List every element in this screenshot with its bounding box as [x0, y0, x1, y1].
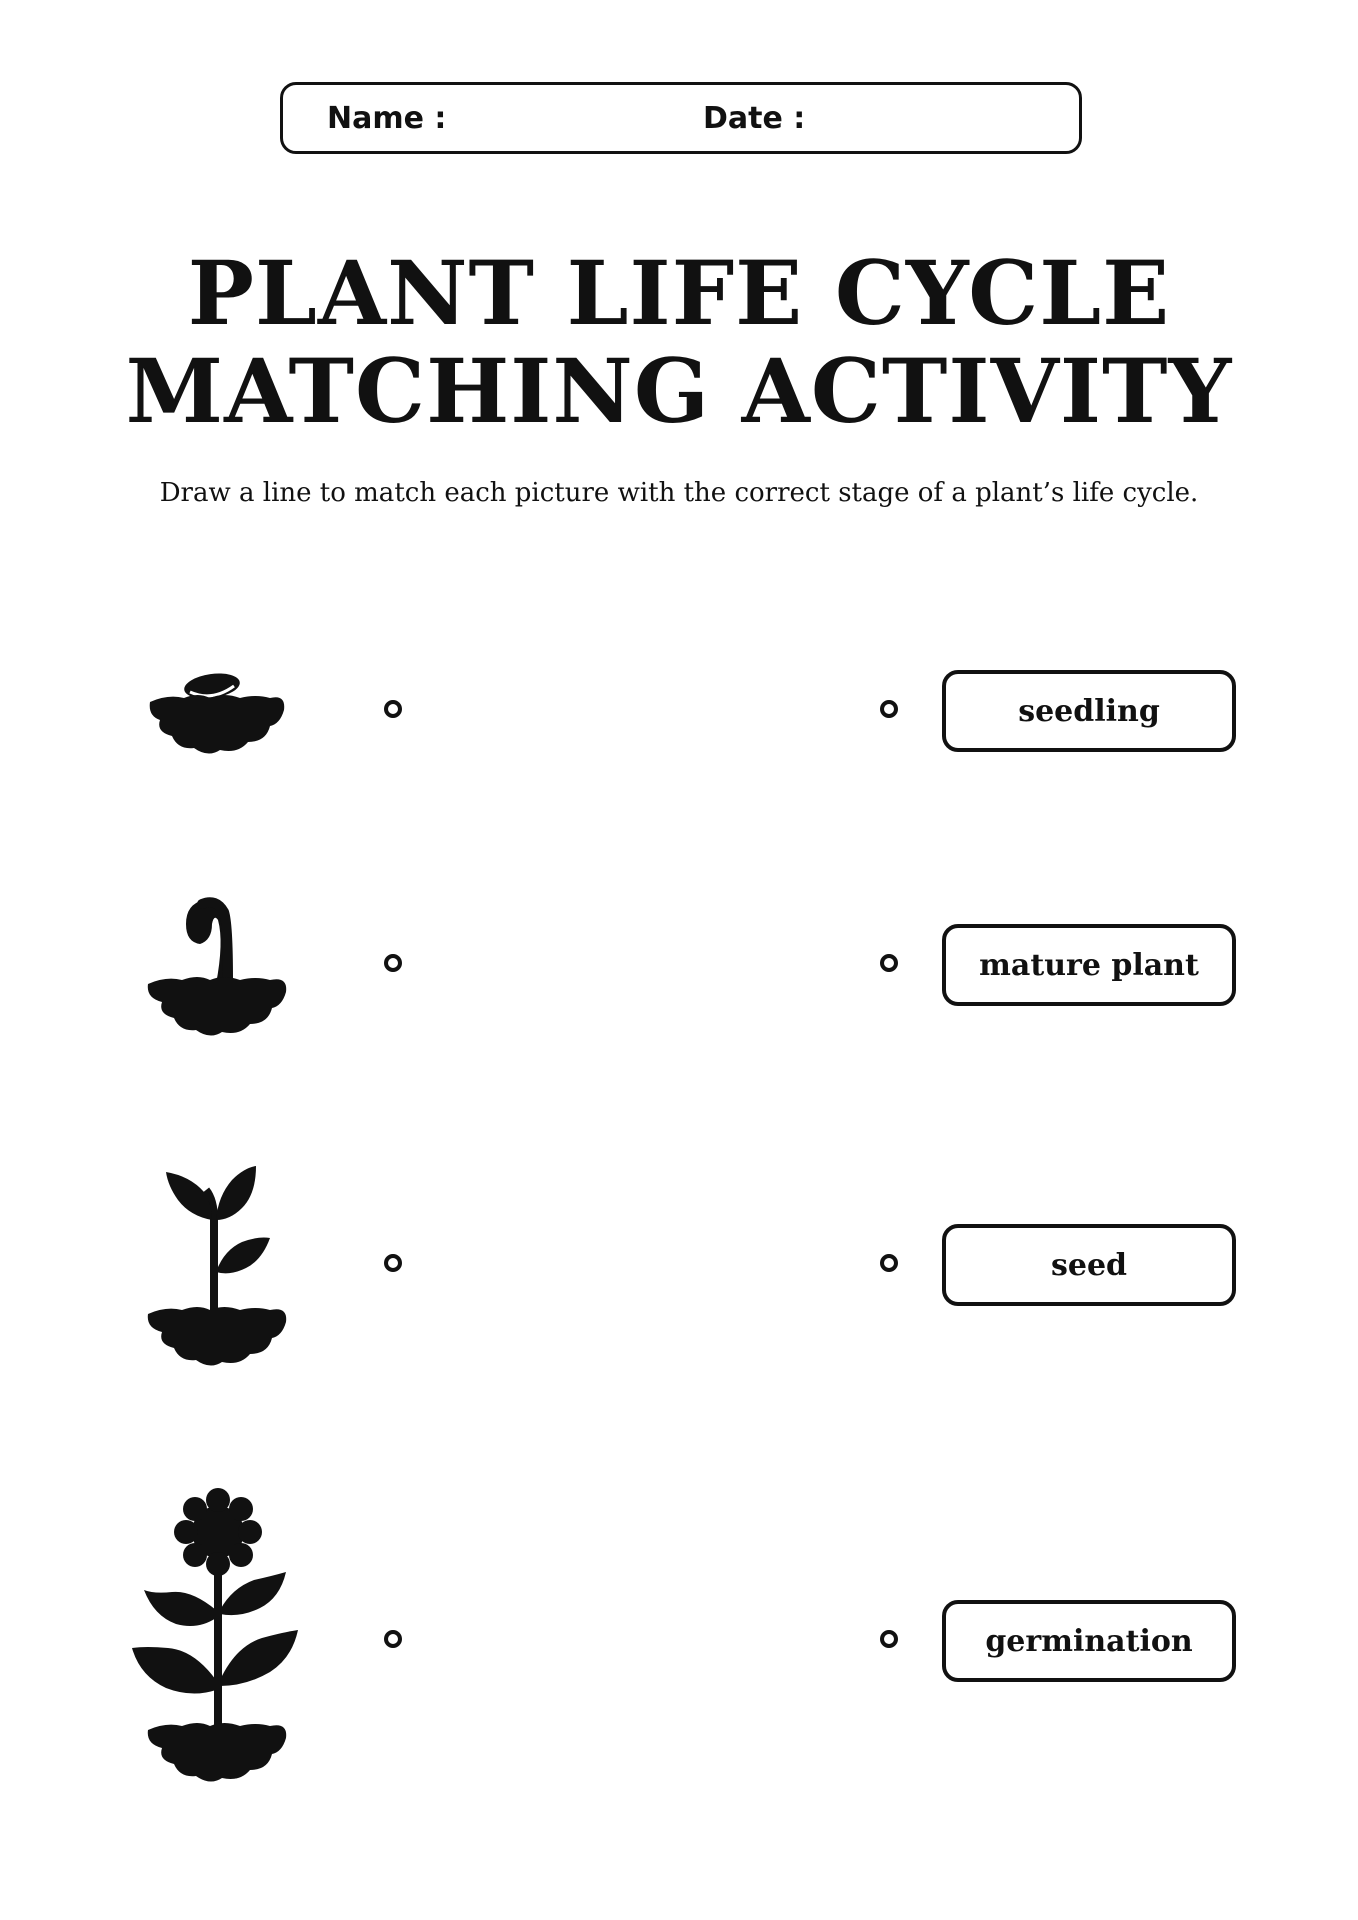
- label-mature-plant: mature plant: [942, 924, 1236, 1006]
- name-date-box: [280, 82, 1082, 154]
- label-germination: germination: [942, 1600, 1236, 1682]
- germinating-sprout-icon: [120, 880, 320, 1050]
- instructions: Draw a line to match each picture with the correct stage of a plant’s life cycle.: [159, 478, 1199, 508]
- left-dot-2[interactable]: [384, 954, 402, 972]
- right-dot-2[interactable]: [880, 954, 898, 972]
- seedling-with-leaves-icon: [120, 1150, 320, 1375]
- right-dot-3[interactable]: [880, 1254, 898, 1272]
- seed-in-soil-icon: [120, 650, 320, 760]
- left-dot-1[interactable]: [384, 700, 402, 718]
- flowering-plant-icon: [120, 1480, 320, 1790]
- left-dot-3[interactable]: [384, 1254, 402, 1272]
- title-line-1: PLANT LIFE CYCLE: [187, 241, 1171, 345]
- left-dot-4[interactable]: [384, 1630, 402, 1648]
- title-line-2: MATCHING ACTIVITY: [125, 339, 1233, 443]
- right-dot-4[interactable]: [880, 1630, 898, 1648]
- name-label: Name :: [327, 101, 447, 136]
- right-dot-1[interactable]: [880, 700, 898, 718]
- date-label: Date :: [703, 101, 806, 136]
- label-seedling: seedling: [942, 670, 1236, 752]
- label-seed: seed: [942, 1224, 1236, 1306]
- page-title: [0, 241, 1358, 443]
